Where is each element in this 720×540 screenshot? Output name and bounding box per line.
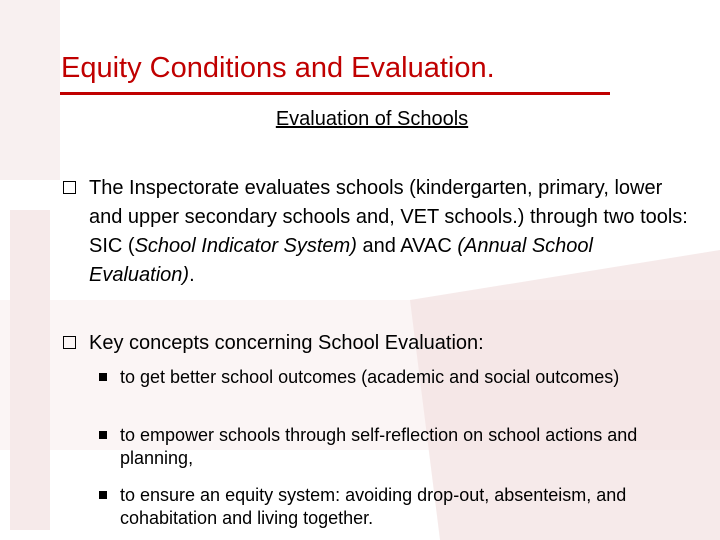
filled-square-bullet-icon <box>99 373 107 381</box>
sub-bullet-equity: to ensure an equity system: avoiding drop-out, absenteism, and cohabitation and living together. <box>120 484 680 530</box>
sub-bullet-empower: to empower schools through self-reflection on school actions and planning, <box>120 424 680 470</box>
hollow-square-bullet-icon <box>63 181 76 194</box>
bullet-key-concepts: Key concepts concerning School Evaluation: <box>89 329 689 358</box>
slide-subtitle: Evaluation of Schools <box>275 108 469 130</box>
slide-title: Equity Conditions and Evaluation. <box>61 52 495 84</box>
hollow-square-bullet-icon <box>63 336 76 349</box>
title-underline <box>60 92 610 95</box>
sub-bullet-outcomes: to get better school outcomes (academic and social outcomes) <box>120 366 680 389</box>
bullet-inspectorate: The Inspectorate evaluates schools (kindergarten, primary, lower and upper secondary schools and, VET schools.) through two tools: SIC (School Indicator System) and AVAC (Annual School Evaluation). <box>89 174 689 290</box>
filled-square-bullet-icon <box>99 491 107 499</box>
filled-square-bullet-icon <box>99 431 107 439</box>
